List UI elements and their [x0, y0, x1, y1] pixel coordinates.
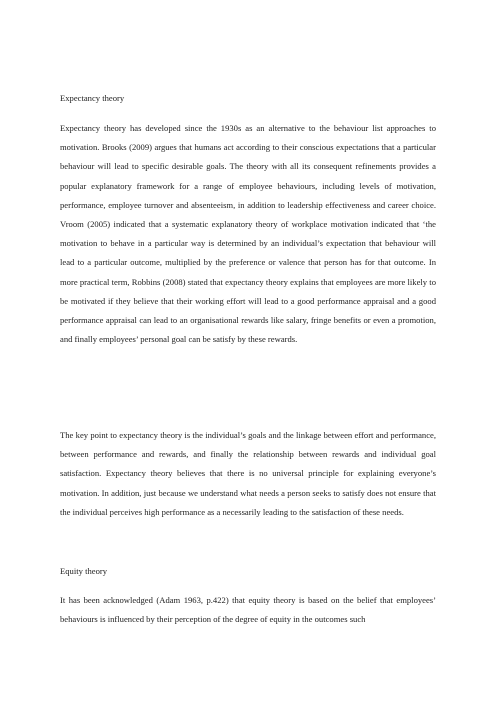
section-heading-equity: Equity theory — [60, 566, 108, 576]
paragraph-expectancy-2: The key point to expectancy theory is the individual’s goals and the linkage between effort and performance, between performance and rewards, and finally the relationship between rewards and individual goal satisfaction. Expectancy theory believes that there is no universal principle for explaining everyone’s motivation. In addition, just because we understand what needs a person seeks to satisfy does not ensure that the individual perceives high performance as a necessarily leading to the satisfaction of these needs. — [60, 430, 436, 517]
section-heading-expectancy: Expectancy theory — [60, 93, 125, 103]
paragraph-expectancy-1: Expectancy theory has developed since the 1930s as an alternative to the behaviour list approaches to motivation. Brooks (2009) argues that humans act according to their conscious expectations that a particular behaviour will lead to specific desirable goals. The theory with all its consequent refinements provides a popular explanatory framework for a range of employee behaviours, including levels of motivation, performance, employee turnover and absenteeism, in addition to leadership effectiveness and career choice. Vroom (2005) indicated that a systematic explanatory theory of workplace motivation indicated that ‘the motivation to behave in a particular way is determined by an individual’s expectation that behaviour will lead to a particular outcome, multiplied by the preference or valence that person has for that outcome. In more practical term, Robbins (2008) stated that expectancy theory explains that employees are more likely to be motivated if they believe that their working effort will lead to a good performance appraisal and a good performance appraisal can lead to an organisational rewards like salary, fringe benefits or even a promotion, and finally employees’ personal goal can be satisfy by these rewards. — [60, 123, 436, 345]
paragraph-equity-1: It has been acknowledged (Adam 1963, p.422) that equity theory is based on the belief that employees’ behaviours is influenced by their perception of the degree of equity in the outcomes such — [60, 595, 436, 625]
